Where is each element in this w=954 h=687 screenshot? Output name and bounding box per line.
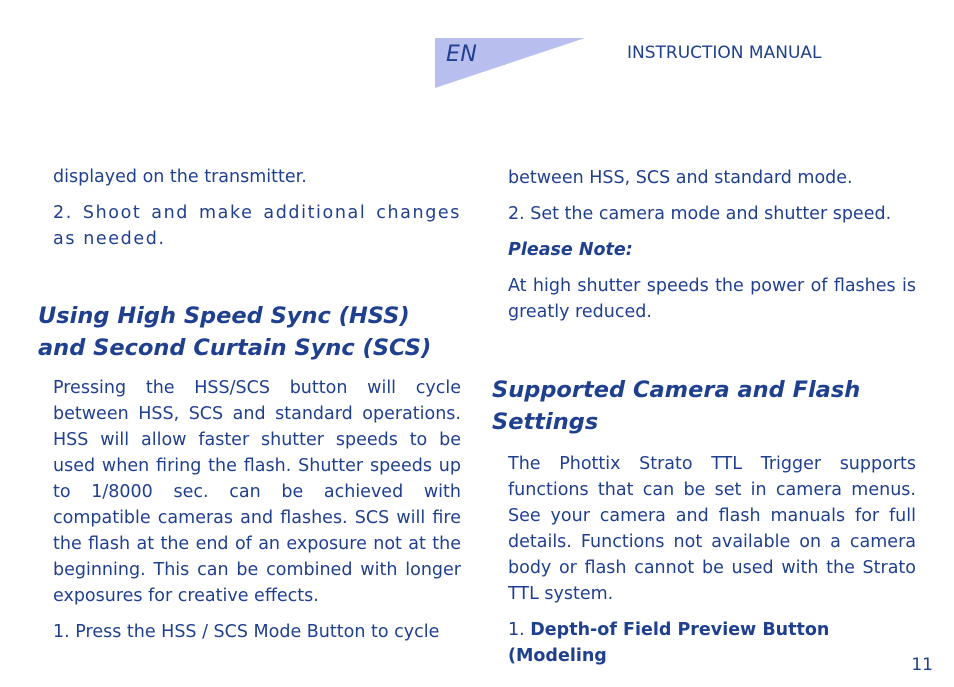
settings-item-1	[508, 617, 916, 669]
language-label: EN	[446, 42, 478, 67]
camera-flash-settings-body	[508, 451, 916, 669]
left-continuation-text: displayed on the transmitter.	[53, 167, 307, 187]
camera-flash-settings-heading-text: Supported Camera and Flash Settings	[492, 377, 861, 435]
camera-flash-settings-heading	[492, 374, 916, 438]
right-column-top	[508, 165, 916, 325]
hss-scs-paragraph: Pressing the HSS/SCS button will cycle between HSS, SCS and standard operations. HSS will allow faster shutter speeds to be used when firing the flash. Shutter speeds up to 1/8000 sec. can be achieved with compatible cameras and flashes. SCS will fire the flash at the end of an exposure not at the beginning. This can be combined with longer exposures for creative effects.	[53, 378, 461, 606]
hss-scs-heading	[38, 300, 462, 364]
manual-title: INSTRUCTION MANUAL	[627, 43, 822, 63]
hss-scs-heading-text: Using High Speed Sync (HSS) and Second Curtain Sync (SCS)	[38, 303, 432, 361]
camera-flash-settings-paragraph: The Phottix Strato TTL Trigger supports functions that can be set in camera menus. See your camera and flash manuals for full details. Functions not available on a camera body or flash cannot be used with the Strato TTL system.	[508, 454, 916, 604]
left-step-2: 2. Shoot and make additional changes as needed.	[53, 203, 461, 249]
hss-scs-step-1: 1. Press the HSS / SCS Mode Button to cycle	[53, 622, 440, 642]
note-text: At high shutter speeds the power of flashes is greatly reduced.	[508, 276, 916, 322]
right-continuation-text: between HSS, SCS and standard mode.	[508, 168, 853, 188]
right-step-2: 2. Set the camera mode and shutter speed.	[508, 204, 892, 224]
left-column-top	[53, 164, 461, 252]
note-label: Please Note:	[508, 240, 633, 260]
page-number: 11	[911, 655, 933, 675]
settings-item-1-number: 1.	[508, 620, 525, 640]
settings-item-1-title: Depth-of Field Preview Button (Modeling	[508, 620, 830, 666]
hss-scs-section-body	[53, 375, 461, 645]
